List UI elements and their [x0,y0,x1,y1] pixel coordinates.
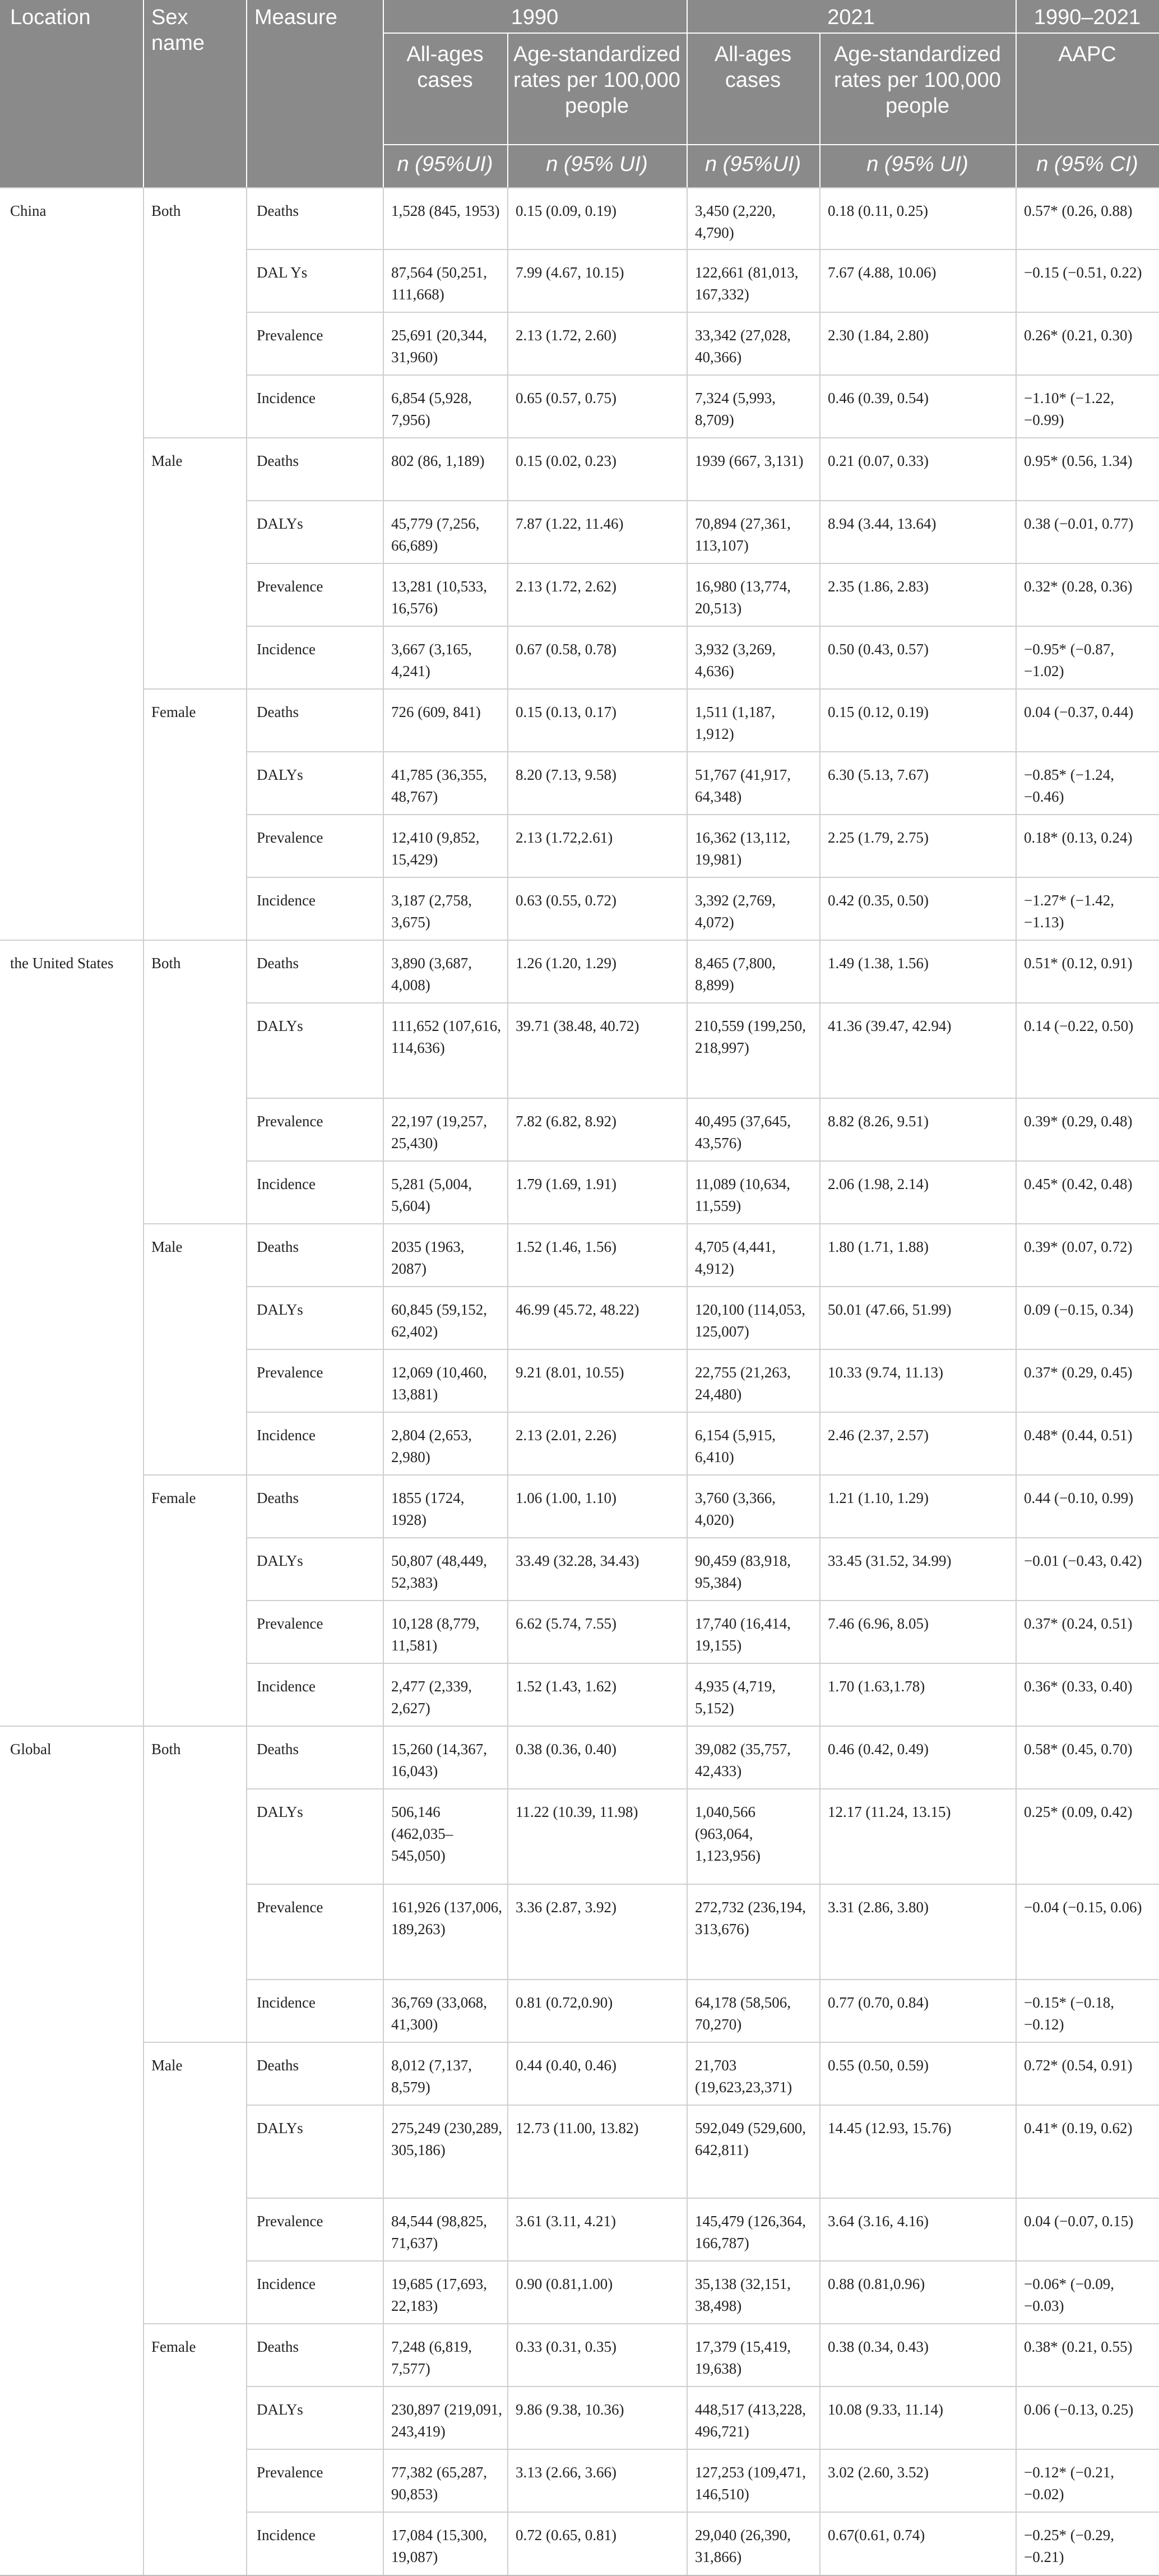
cell-r2021: 6.30 (5.13, 7.67) [828,766,929,783]
table-row [0,249,1159,312]
cell-measure: Prevalence [257,829,323,846]
cell-aapc: −0.01 (−0.43, 0.42) [1024,1552,1142,1569]
cell-c1990: 3,890 (3,687, 4,008) [391,955,472,993]
cell-aapc: 0.72* (0.54, 0.91) [1024,2057,1133,2074]
cell-aapc: 0.32* (0.28, 0.36) [1024,578,1133,595]
cell-c1990: 161,926 (137,006, 189,263) [391,1899,502,1937]
table-row [0,1601,1159,1663]
cell-c2021: 4,935 (4,719, 5,152) [695,1678,776,1717]
cell-c1990: 36,769 (33,068, 41,300) [391,1994,487,2033]
cell-r2021: 8.94 (3.44, 13.64) [828,515,937,532]
cell-sex: Female [151,704,196,720]
cell-aapc: 0.39* (0.07, 0.72) [1024,1238,1133,1255]
table-row [0,689,1159,752]
cell-r2021: 3.31 (2.86, 3.80) [828,1899,929,1916]
cell-r1990: 3.61 (3.11, 4.21) [516,2213,616,2230]
cell-c2021: 127,253 (109,471, 146,510) [695,2464,806,2503]
cell-r2021: 3.02 (2.60, 3.52) [828,2464,929,2481]
cell-measure: DALYs [257,1301,303,1318]
cell-r2021: 41.36 (39.47, 42.94) [828,1018,952,1034]
cell-r1990: 0.63 (0.55, 0.72) [516,892,616,909]
cell-r2021: 2.30 (1.84, 2.80) [828,327,929,344]
cell-measure: Incidence [257,892,316,909]
cell-measure: Prevalence [257,1899,323,1916]
header-n-ui-asr-2021: n (95% UI) [866,152,968,176]
cell-r1990: 0.44 (0.40, 0.46) [516,2057,616,2074]
cell-measure: Incidence [257,390,316,406]
cell-c2021: 7,324 (5,993, 8,709) [695,390,776,428]
cell-aapc: 0.45* (0.42, 0.48) [1024,1176,1133,1192]
cell-c2021: 29,040 (26,390, 31,866) [695,2527,791,2565]
cell-r1990: 0.15 (0.13, 0.17) [516,704,616,720]
cell-r2021: 2.35 (1.86, 2.83) [828,578,929,595]
cell-measure: Deaths [257,704,299,720]
cell-aapc: 0.09 (−0.15, 0.34) [1024,1301,1134,1318]
cell-measure: Prevalence [257,1113,323,1130]
cell-c1990: 12,410 (9,852, 15,429) [391,829,480,868]
cell-measure: DALYs [257,1552,303,1569]
cell-c1990: 22,197 (19,257, 25,430) [391,1113,487,1151]
cell-c2021: 210,559 (199,250, 218,997) [695,1018,806,1056]
table-row [0,1980,1159,2042]
cell-c1990: 1,528 (845, 1953) [391,202,500,219]
cell-r2021: 0.18 (0.11, 0.25) [828,202,928,219]
cell-c1990: 41,785 (36,355, 48,767) [391,766,487,805]
cell-r1990: 1.06 (1.00, 1.10) [516,1490,616,1506]
cell-c1990: 13,281 (10,533, 16,576) [391,578,487,617]
cell-measure: DALYs [257,2120,303,2136]
cell-c1990: 802 (86, 1,189) [391,452,485,469]
cell-r2021: 0.21 (0.07, 0.33) [828,452,929,469]
cell-r1990: 0.15 (0.02, 0.23) [516,452,616,469]
cell-r1990: 2.13 (2.01, 2.26) [516,1427,616,1444]
cell-aapc: 0.95* (0.56, 1.34) [1024,452,1133,469]
cell-r2021: 33.45 (31.52, 34.99) [828,1552,952,1569]
cell-r1990: 1.79 (1.69, 1.91) [516,1176,616,1192]
cell-r1990: 3.13 (2.66, 3.66) [516,2464,616,2481]
cell-r1990: 0.38 (0.36, 0.40) [516,1741,616,1758]
cell-sex: Male [151,1238,183,1255]
cell-measure: Incidence [257,1994,316,2011]
cell-r2021: 0.15 (0.12, 0.19) [828,704,929,720]
cell-c1990: 5,281 (5,004, 5,604) [391,1176,472,1214]
cell-location: Global [10,1741,52,1758]
cell-c2021: 90,459 (83,918, 95,384) [695,1552,791,1591]
cell-measure: DALYs [257,1803,303,1820]
cell-r2021: 1.49 (1.38, 1.56) [828,955,929,972]
header-n-ci-aapc: n (95% CI) [1036,152,1138,176]
cell-measure: Deaths [257,1238,299,1255]
header-all-ages-2021: All-ages cases [714,43,792,92]
cell-measure: Deaths [257,2338,299,2355]
cell-aapc: 0.57* (0.26, 0.88) [1024,202,1133,219]
cell-r2021: 2.25 (1.79, 2.75) [828,829,929,846]
header-n-ui-2021: n (95%UI) [704,152,801,176]
cell-r1990: 1.52 (1.43, 1.62) [516,1678,616,1695]
cell-measure: Prevalence [257,578,323,595]
table-row [0,1663,1159,1726]
header-measure: Measure [254,6,337,29]
cell-sex: Both [151,202,181,219]
cell-measure: Deaths [257,955,299,972]
table-row [0,312,1159,375]
cell-r1990: 0.33 (0.31, 0.35) [516,2338,616,2355]
cell-aapc: −1.27* (−1.42, −1.13) [1024,892,1114,931]
table-row [0,2324,1159,2387]
table-row [0,188,1159,249]
cell-aapc: 0.26* (0.21, 0.30) [1024,327,1133,344]
cell-r1990: 12.73 (11.00, 13.82) [516,2120,639,2136]
cell-c2021: 16,362 (13,112, 19,981) [695,829,790,868]
table-row [0,1003,1159,1098]
cell-c2021: 40,495 (37,645, 43,576) [695,1113,791,1151]
cell-r2021: 0.46 (0.39, 0.54) [828,390,929,406]
cell-r1990: 9.21 (8.01, 10.55) [516,1364,624,1381]
cell-aapc: 0.37* (0.29, 0.45) [1024,1364,1133,1381]
cell-measure: Prevalence [257,1364,323,1381]
cell-r2021: 10.08 (9.33, 11.14) [828,2401,943,2418]
table-row [0,940,1159,1003]
cell-r1990: 7.99 (4.67, 10.15) [516,264,624,281]
cell-c1990: 50,807 (48,449, 52,383) [391,1552,487,1591]
cell-r1990: 0.81 (0.72,0.90) [516,1994,613,2011]
header-n-ui-1990: n (95%UI) [397,152,493,176]
cell-r1990: 0.72 (0.65, 0.81) [516,2527,616,2543]
table-row [0,375,1159,438]
cell-c2021: 120,100 (114,053, 125,007) [695,1301,805,1340]
cell-aapc: −0.25* (−0.29, −0.21) [1024,2527,1114,2565]
cell-measure: Incidence [257,2527,316,2543]
cell-aapc: −0.04 (−0.15, 0.06) [1024,1899,1142,1916]
cell-r1990: 0.90 (0.81,1.00) [516,2276,613,2292]
cell-measure: Incidence [257,641,316,658]
header-location: Location [10,6,91,29]
cell-r2021: 14.45 (12.93, 15.76) [828,2120,952,2136]
cell-c1990: 2,477 (2,339, 2,627) [391,1678,472,1717]
cell-r2021: 1.80 (1.71, 1.88) [828,1238,929,1255]
header-sex-name: Sex name [151,6,205,55]
cell-measure: DAL Ys [257,264,308,281]
cell-aapc: 0.48* (0.44, 0.51) [1024,1427,1133,1444]
cell-c1990: 275,249 (230,289, 305,186) [391,2120,502,2158]
table-row [0,1287,1159,1349]
header-asr-2021: Age-standardized rates per 100,000 people [834,43,1001,118]
cell-c1990: 17,084 (15,300, 19,087) [391,2527,487,2565]
cell-c1990: 84,544 (98,825, 71,637) [391,2213,487,2251]
cell-c2021: 17,379 (15,419, 19,638) [695,2338,791,2377]
cell-r2021: 7.46 (6.96, 8.05) [828,1615,929,1632]
cell-aapc: 0.38 (−0.01, 0.77) [1024,515,1134,532]
cell-aapc: −0.15* (−0.18, −0.12) [1024,1994,1114,2033]
table-row [0,1789,1159,1884]
cell-c1990: 10,128 (8,779, 11,581) [391,1615,480,1654]
table-row [0,2449,1159,2512]
table-row [0,1161,1159,1224]
cell-r1990: 9.86 (9.38, 10.36) [516,2401,624,2418]
cell-r2021: 0.42 (0.35, 0.50) [828,892,929,909]
cell-c2021: 70,894 (27,361, 113,107) [695,515,791,554]
cell-r2021: 0.88 (0.81,0.96) [828,2276,925,2292]
cell-r2021: 0.38 (0.34, 0.43) [828,2338,929,2355]
cell-c2021: 1939 (667, 3,131) [695,452,804,469]
cell-r2021: 1.70 (1.63,1.78) [828,1678,925,1695]
cell-c2021: 8,465 (7,800, 8,899) [695,955,776,993]
cell-c2021: 33,342 (27,028, 40,366) [695,327,791,366]
cell-r2021: 0.55 (0.50, 0.59) [828,2057,929,2074]
cell-r2021: 10.33 (9.74, 11.13) [828,1364,943,1381]
cell-c1990: 2,804 (2,653, 2,980) [391,1427,472,1465]
cell-sex: Both [151,1741,181,1758]
table-row [0,877,1159,940]
cell-c2021: 448,517 (413,228, 496,721) [695,2401,806,2440]
cell-aapc: 0.51* (0.12, 0.91) [1024,955,1133,972]
header-year-1990: 1990 [511,6,559,29]
cell-c1990: 87,564 (50,251, 111,668) [391,264,487,303]
cell-measure: Deaths [257,1741,299,1758]
cell-r1990: 0.65 (0.57, 0.75) [516,390,616,406]
cell-c1990: 2035 (1963, 2087) [391,1238,465,1277]
table-row [0,626,1159,689]
cell-c1990: 19,685 (17,693, 22,183) [391,2276,487,2314]
cell-r1990: 7.82 (6.82, 8.92) [516,1113,616,1130]
cell-r1990: 7.87 (1.22, 11.46) [516,515,624,532]
cell-aapc: −0.12* (−0.21, −0.02) [1024,2464,1114,2503]
cell-measure: Prevalence [257,2464,323,2481]
cell-aapc: 0.06 (−0.13, 0.25) [1024,2401,1134,2418]
cell-aapc: −0.15 (−0.51, 0.22) [1024,264,1142,281]
header-asr-1990: Age-standardized rates per 100,000 people [513,43,680,118]
cell-c2021: 122,661 (81,013, 167,332) [695,264,799,303]
cell-measure: Incidence [257,1427,316,1444]
cell-aapc: 0.41* (0.19, 0.62) [1024,2120,1133,2136]
cell-c1990: 111,652 (107,616, 114,636) [391,1018,501,1056]
cell-c1990: 6,854 (5,928, 7,956) [391,390,472,428]
cell-r1990: 6.62 (5.74, 7.55) [516,1615,616,1632]
cell-measure: Incidence [257,1176,316,1192]
header-all-ages-1990: All-ages cases [406,43,484,92]
cell-c2021: 272,732 (236,194, 313,676) [695,1899,806,1937]
cell-r2021: 8.82 (8.26, 9.51) [828,1113,929,1130]
cell-c2021: 21,703 (19,623,23,371) [695,2057,792,2096]
cell-r1990: 2.13 (1.72,2.61) [516,829,613,846]
cell-r2021: 0.46 (0.42, 0.49) [828,1741,929,1758]
cell-c2021: 17,740 (16,414, 19,155) [695,1615,791,1654]
cell-c2021: 4,705 (4,441, 4,912) [695,1238,776,1277]
cell-c1990: 726 (609, 841) [391,704,481,720]
cell-r1990: 3.36 (2.87, 3.92) [516,1899,616,1916]
cell-measure: Deaths [257,202,299,219]
cell-c1990: 3,667 (3,165, 4,241) [391,641,472,679]
table-row [0,1884,1159,1980]
cell-r1990: 46.99 (45.72, 48.22) [516,1301,639,1318]
cell-aapc: 0.25* (0.09, 0.42) [1024,1803,1133,1820]
cell-c2021: 35,138 (32,151, 38,498) [695,2276,791,2314]
cell-aapc: 0.18* (0.13, 0.24) [1024,829,1133,846]
table-row [0,2512,1159,2575]
cell-r2021: 7.67 (4.88, 10.06) [828,264,937,281]
cell-measure: Deaths [257,2057,299,2074]
cell-aapc: −0.95* (−0.87, −1.02) [1024,641,1114,679]
cell-sex: Both [151,955,181,972]
cell-c2021: 145,479 (126,364, 166,787) [695,2213,806,2251]
cell-c1990: 8,012 (7,137, 8,579) [391,2057,472,2096]
cell-c2021: 1,511 (1,187, 1,912) [695,704,775,742]
cell-r2021: 0.67(0.61, 0.74) [828,2527,925,2543]
cell-r2021: 3.64 (3.16, 4.16) [828,2213,929,2230]
cell-r2021: 2.06 (1.98, 2.14) [828,1176,929,1192]
table-row [0,752,1159,815]
cell-r1990: 2.13 (1.72, 2.62) [516,578,616,595]
table-row [0,2042,1159,2105]
cell-measure: DALYs [257,1018,303,1034]
table-row [0,1726,1159,1789]
cell-aapc: 0.38* (0.21, 0.55) [1024,2338,1133,2355]
cell-r1990: 11.22 (10.39, 11.98) [516,1803,638,1820]
table-row [0,2198,1159,2261]
header-period: 1990–2021 [1033,6,1141,29]
cell-measure: Prevalence [257,2213,323,2230]
cell-r2021: 12.17 (11.24, 13.15) [828,1803,951,1820]
cell-measure: Prevalence [257,1615,323,1632]
cell-location: the United States [10,955,114,972]
cell-aapc: 0.58* (0.45, 0.70) [1024,1741,1133,1758]
cell-aapc: 0.04 (−0.07, 0.15) [1024,2213,1134,2230]
cell-c2021: 6,154 (5,915, 6,410) [695,1427,776,1465]
cell-c1990: 45,779 (7,256, 66,689) [391,515,480,554]
table-row [0,2261,1159,2324]
cell-r1990: 33.49 (32.28, 34.43) [516,1552,639,1569]
table-row [0,2105,1159,2198]
cell-aapc: −0.06* (−0.09, −0.03) [1024,2276,1114,2314]
cell-r1990: 1.52 (1.46, 1.56) [516,1238,616,1255]
cell-measure: Prevalence [257,327,323,344]
cell-c2021: 22,755 (21,263, 24,480) [695,1364,791,1403]
cell-aapc: 0.39* (0.29, 0.48) [1024,1113,1133,1130]
cell-r2021: 0.77 (0.70, 0.84) [828,1994,929,2011]
table-row [0,1224,1159,1287]
table-row [0,1349,1159,1412]
cell-aapc: −1.10* (−1.22, −0.99) [1024,390,1114,428]
cell-c1990: 15,260 (14,367, 16,043) [391,1741,487,1779]
cell-c2021: 592,049 (529,600, 642,811) [695,2120,806,2158]
cell-c2021: 1,040,566 (963,064, 1,123,956) [695,1803,761,1864]
cell-aapc: 0.44 (−0.10, 0.99) [1024,1490,1134,1506]
cell-sex: Female [151,2338,196,2355]
cell-r2021: 1.21 (1.10, 1.29) [828,1490,929,1506]
table-header [0,0,1159,188]
cell-c1990: 1855 (1724, 1928) [391,1490,465,1528]
cell-aapc: 0.04 (−0.37, 0.44) [1024,704,1134,720]
cell-c2021: 16,980 (13,774, 20,513) [695,578,791,617]
cell-c2021: 64,178 (58,506, 70,270) [695,1994,791,2033]
cell-r2021: 50.01 (47.66, 51.99) [828,1301,952,1318]
cell-measure: Incidence [257,2276,316,2292]
cell-r1990: 0.67 (0.58, 0.78) [516,641,616,658]
cell-measure: Incidence [257,1678,316,1695]
cell-r1990: 2.13 (1.72, 2.60) [516,327,616,344]
cell-c2021: 51,767 (41,917, 64,348) [695,766,791,805]
cell-measure: DALYs [257,515,303,532]
cell-c2021: 3,392 (2,769, 4,072) [695,892,776,931]
cell-location: China [10,202,47,219]
header-year-2021: 2021 [827,6,875,29]
cell-c1990: 60,845 (59,152, 62,402) [391,1301,487,1340]
cell-measure: Deaths [257,452,299,469]
table-row [0,1538,1159,1601]
cell-r1990: 1.26 (1.20, 1.29) [516,955,616,972]
cell-c2021: 11,089 (10,634, 11,559) [695,1176,790,1214]
cell-r1990: 8.20 (7.13, 9.58) [516,766,616,783]
cell-measure: DALYs [257,2401,303,2418]
cell-aapc: 0.14 (−0.22, 0.50) [1024,1018,1134,1034]
table-row [0,438,1159,501]
cell-r1990: 39.71 (38.48, 40.72) [516,1018,639,1034]
cell-c2021: 3,450 (2,220, 4,790) [695,202,776,241]
cell-sex: Male [151,452,183,469]
cell-aapc: −0.85* (−1.24, −0.46) [1024,766,1114,805]
header-n-ui-asr-1990: n (95% UI) [546,152,648,176]
table-row [0,2387,1159,2449]
header-aapc: AAPC [1058,43,1116,66]
cell-c1990: 77,382 (65,287, 90,853) [391,2464,487,2503]
cell-c2021: 3,932 (3,269, 4,636) [695,641,776,679]
cell-c2021: 3,760 (3,366, 4,020) [695,1490,776,1528]
table-row [0,1475,1159,1538]
cell-r2021: 0.50 (0.43, 0.57) [828,641,929,658]
cell-c1990: 25,691 (20,344, 31,960) [391,327,487,366]
cell-c2021: 39,082 (35,757, 42,433) [695,1741,791,1779]
table-row [0,563,1159,626]
table-row [0,1412,1159,1475]
cell-sex: Male [151,2057,183,2074]
table-row [0,501,1159,563]
cell-c1990: 506,146 (462,035–545,050) [391,1803,453,1864]
cell-c1990: 3,187 (2,758, 3,675) [391,892,472,931]
cell-aapc: 0.37* (0.24, 0.51) [1024,1615,1133,1632]
cell-c1990: 7,248 (6,819, 7,577) [391,2338,472,2377]
cell-measure: Deaths [257,1490,299,1506]
cell-sex: Female [151,1490,196,1506]
cell-r2021: 2.46 (2.37, 2.57) [828,1427,929,1444]
cell-c1990: 230,897 (219,091, 243,419) [391,2401,502,2440]
table-row [0,1098,1159,1161]
cell-r1990: 0.15 (0.09, 0.19) [516,202,616,219]
cell-c1990: 12,069 (10,460, 13,881) [391,1364,487,1403]
table-row [0,815,1159,877]
cell-aapc: 0.36* (0.33, 0.40) [1024,1678,1133,1695]
cell-measure: DALYs [257,766,303,783]
